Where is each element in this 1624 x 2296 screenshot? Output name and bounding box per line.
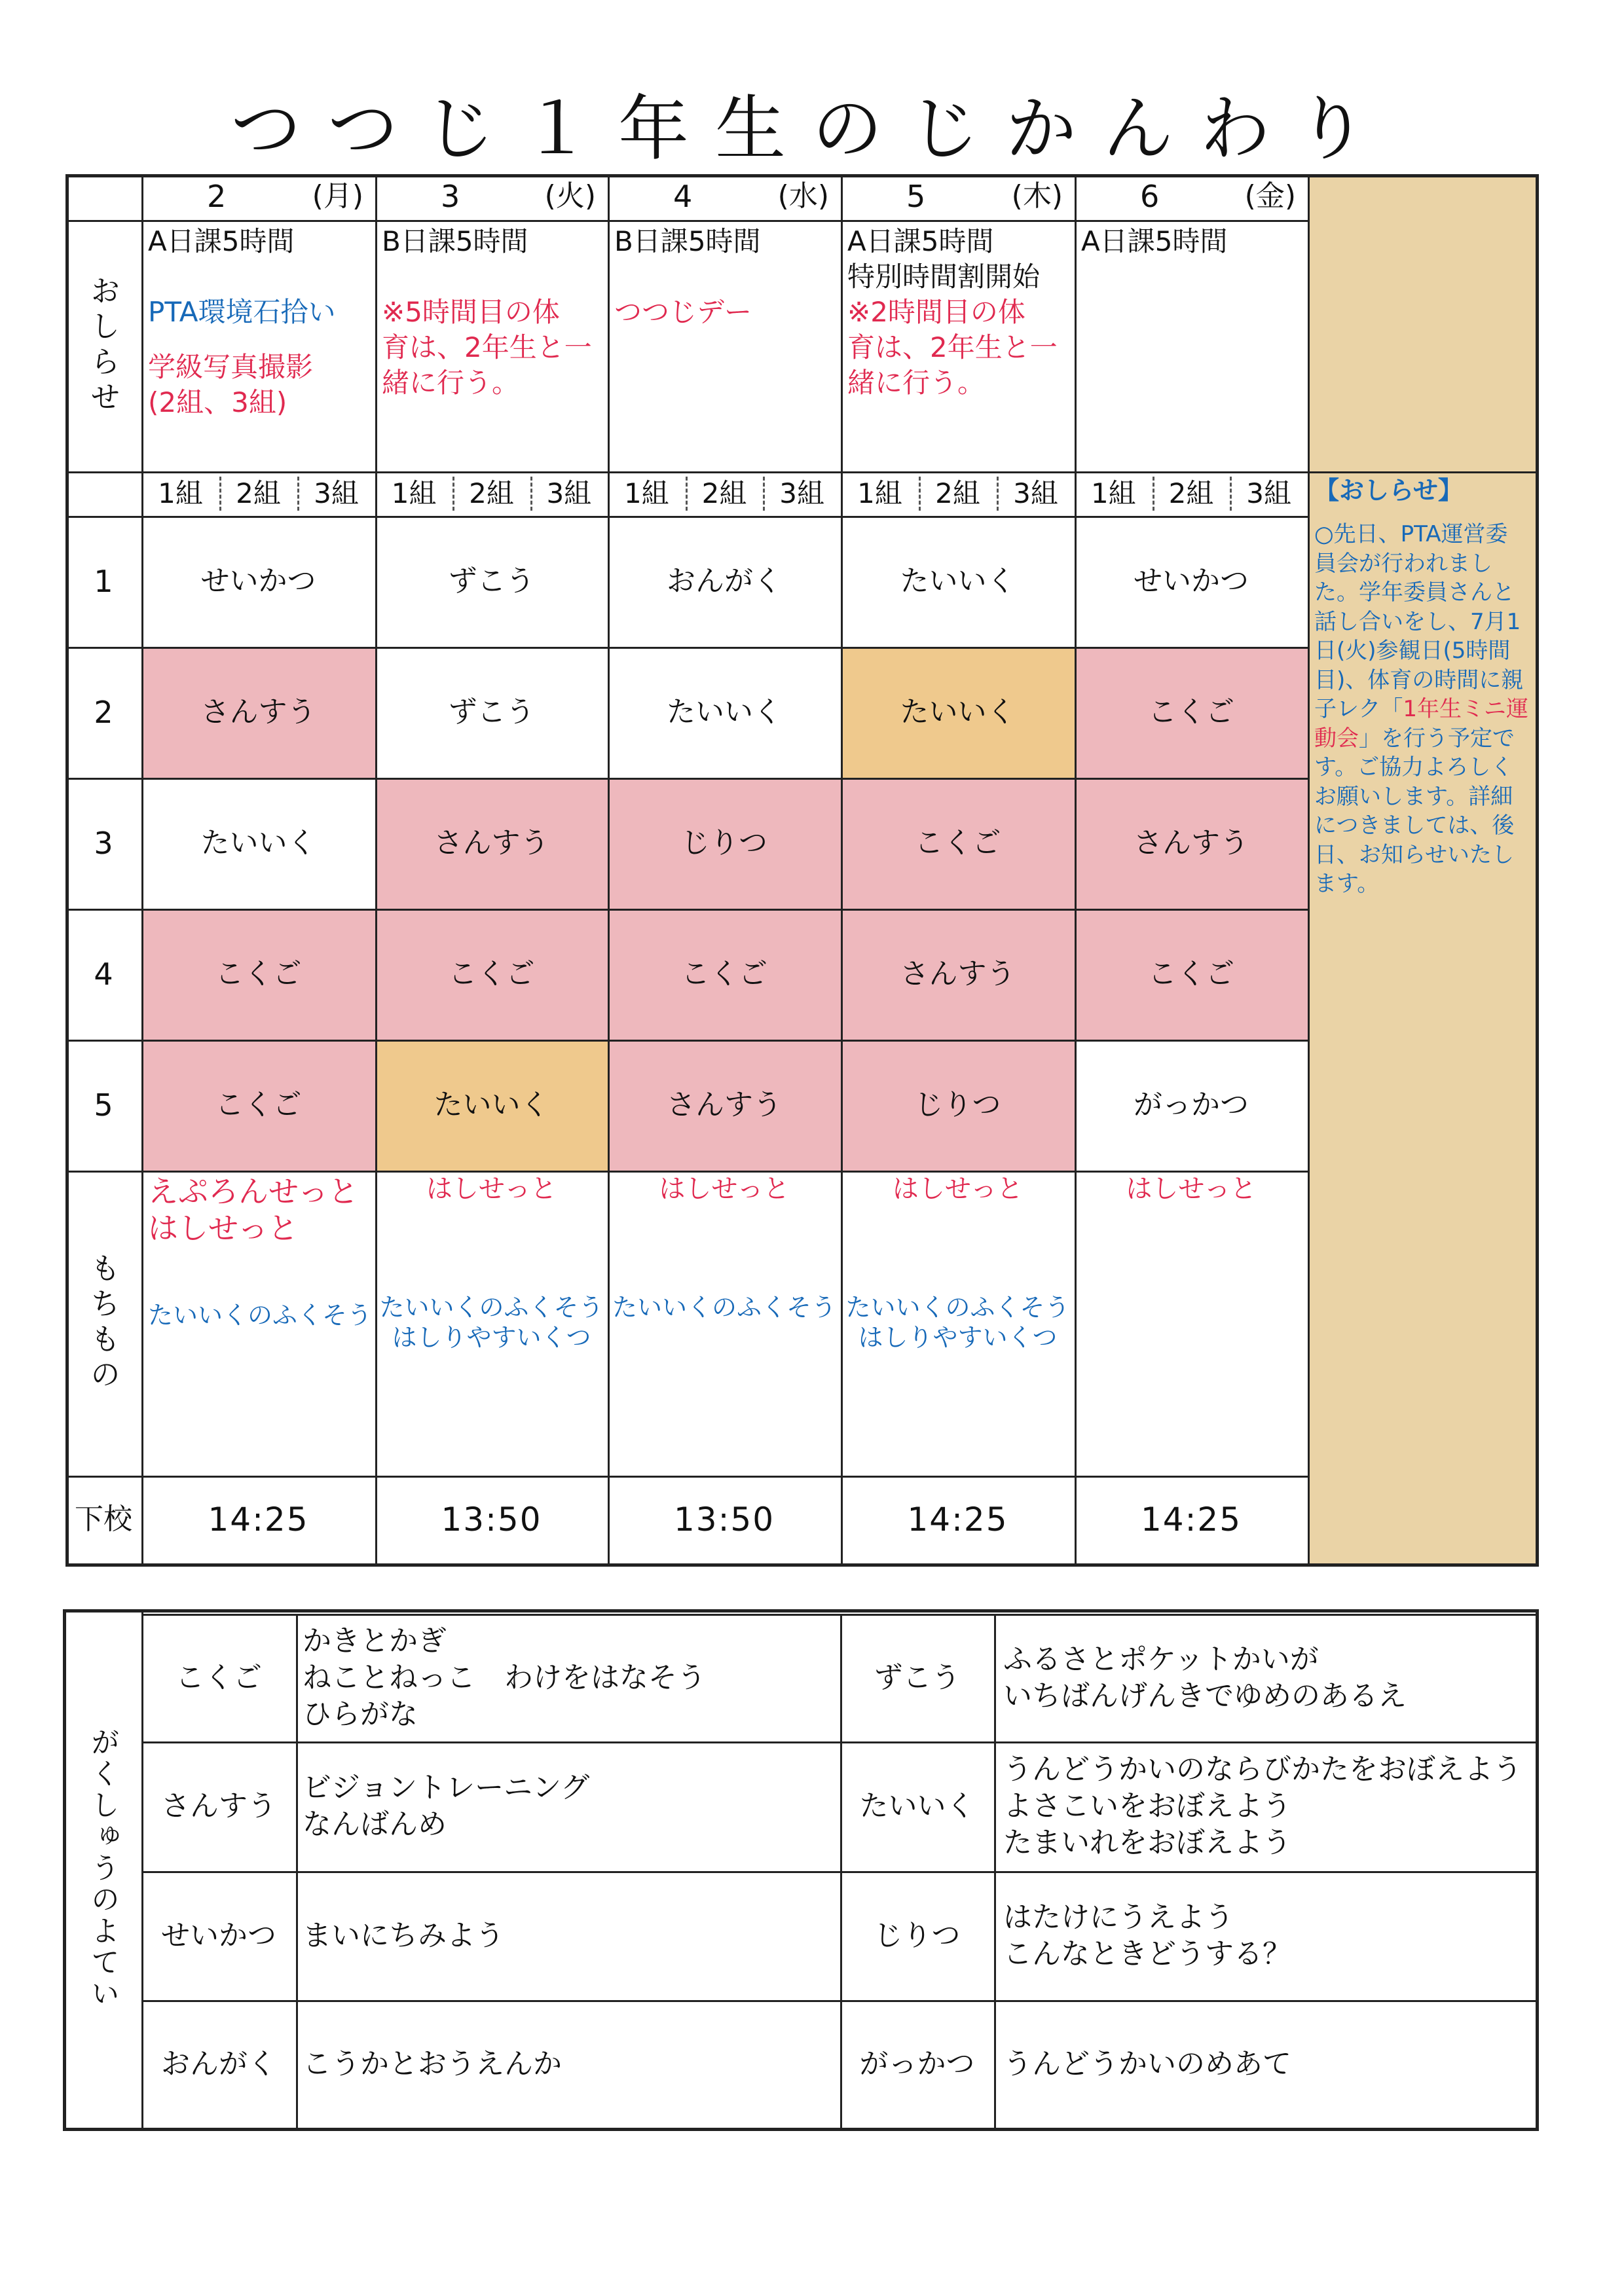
class-label bbox=[530, 471, 608, 516]
grid-line bbox=[65, 909, 1308, 911]
dismissal-time bbox=[1075, 1476, 1308, 1563]
day-header bbox=[841, 174, 1075, 220]
subject-content bbox=[296, 2000, 840, 2128]
subject-label: たいいく bbox=[900, 564, 1016, 598]
class-divider bbox=[919, 477, 921, 511]
period-cell bbox=[1075, 516, 1308, 647]
period-cell bbox=[375, 909, 608, 1040]
period-cell bbox=[608, 778, 841, 909]
class-name: 1組 bbox=[158, 477, 203, 509]
class-name: 1組 bbox=[857, 477, 902, 509]
subject-content-text: はたけにうえよう こんなときどうする？ bbox=[1003, 1900, 1291, 1971]
subject-label: たいいく bbox=[900, 695, 1016, 729]
item-blue: たいいくのふくそう bbox=[148, 1301, 373, 1330]
subject-label: がっかつ bbox=[1134, 1088, 1249, 1121]
motimono-cell bbox=[841, 1171, 1075, 1476]
notice-item: ※2時間目の体 育は、2年生と一 緒に行う。 bbox=[847, 296, 1058, 399]
item-red: はしせっと bbox=[659, 1174, 790, 1204]
subject-label: せいかつ bbox=[200, 564, 316, 598]
period-cell bbox=[608, 647, 841, 778]
page-title: つつじ１年生のじかんわり bbox=[230, 88, 1393, 170]
subject-content bbox=[994, 1741, 1539, 1871]
grid-line bbox=[65, 220, 1308, 222]
period-cell bbox=[841, 1040, 1075, 1171]
day-notice bbox=[375, 220, 608, 471]
period-cell bbox=[841, 909, 1075, 1040]
day-of-week: (火) bbox=[544, 179, 596, 213]
item-red: はしせっと bbox=[1126, 1174, 1257, 1204]
grid-line bbox=[63, 2128, 1539, 2131]
period-cell bbox=[375, 778, 608, 909]
class-name: 2組 bbox=[1168, 477, 1214, 509]
class-name: 2組 bbox=[701, 477, 747, 509]
period-label: 3 bbox=[94, 826, 113, 861]
class-label bbox=[452, 471, 530, 516]
class-label bbox=[1153, 471, 1230, 516]
subject-label: じりつ bbox=[681, 826, 767, 860]
day-notice bbox=[141, 220, 375, 471]
class-divider bbox=[1153, 477, 1154, 511]
period-cell bbox=[608, 516, 841, 647]
subject-content bbox=[296, 1614, 840, 1741]
day-of-week: (木) bbox=[1011, 179, 1063, 213]
grid-line bbox=[840, 1614, 842, 2128]
subject-name bbox=[141, 2000, 296, 2128]
subject-label: たいいく bbox=[200, 826, 316, 860]
day-notice bbox=[1075, 220, 1308, 471]
subject-label: さんすう bbox=[667, 1088, 782, 1121]
item-blue: たいいくのふくそう はしりやすいくつ bbox=[379, 1293, 604, 1352]
grid-line bbox=[65, 174, 1539, 177]
subject-label: せいかつ bbox=[1134, 564, 1249, 598]
class-divider bbox=[219, 477, 221, 511]
period-cell bbox=[141, 647, 375, 778]
subject-label: さんすう bbox=[900, 957, 1016, 991]
subject-label: ずこう bbox=[448, 695, 535, 729]
grid-line bbox=[141, 1609, 143, 2128]
subject-content bbox=[994, 1614, 1539, 1741]
subject-label: おんがく bbox=[667, 564, 782, 598]
day-of-week: (水) bbox=[777, 179, 829, 213]
motimono-label bbox=[65, 1171, 141, 1476]
day-number: 4 bbox=[673, 179, 693, 214]
period-cell bbox=[141, 516, 375, 647]
dismissal-time bbox=[608, 1476, 841, 1563]
class-label bbox=[608, 471, 686, 516]
subject-content-text: こうかとおうえんか bbox=[303, 2047, 562, 2081]
class-label bbox=[686, 471, 764, 516]
notice-item: 学級写真撮影 (2組、3組) bbox=[148, 351, 314, 418]
period-cell bbox=[375, 516, 608, 647]
day-number: 3 bbox=[441, 179, 460, 214]
class-name: 2組 bbox=[469, 477, 514, 509]
period-number bbox=[65, 516, 141, 647]
grid-line bbox=[65, 647, 1308, 649]
period-cell bbox=[841, 778, 1075, 909]
class-divider bbox=[997, 477, 999, 511]
period-number bbox=[65, 909, 141, 1040]
notice-item: PTA環境石拾い bbox=[148, 296, 336, 328]
motimono-cell bbox=[608, 1171, 841, 1476]
gekou-label bbox=[65, 1476, 141, 1563]
period-cell bbox=[141, 1040, 375, 1171]
grid-line bbox=[65, 516, 1308, 518]
grid-line bbox=[65, 1476, 1308, 1478]
time-text: 13:50 bbox=[441, 1501, 542, 1539]
period-number bbox=[65, 647, 141, 778]
notice-highlight: 1年生ミニ運動会 bbox=[1314, 696, 1528, 752]
subject-label: たいいく bbox=[667, 695, 782, 729]
class-label bbox=[1230, 471, 1308, 516]
grid-line bbox=[608, 174, 610, 1563]
period-cell bbox=[141, 778, 375, 909]
item-red: はしせっと bbox=[892, 1174, 1024, 1204]
class-divider bbox=[530, 477, 532, 511]
class-divider bbox=[1230, 477, 1232, 511]
class-name: 3組 bbox=[1013, 477, 1058, 509]
subject-content-text: うんどうかいのめあて bbox=[1003, 2047, 1291, 2081]
class-name: 2組 bbox=[935, 477, 980, 509]
grid-line bbox=[63, 1609, 1539, 1613]
subject-label: じりつ bbox=[914, 1088, 1001, 1121]
subject-content-text: まいにちみよう bbox=[303, 1918, 504, 1952]
period-label: 1 bbox=[94, 564, 113, 599]
subject-content-text: うんどうかいのならびかたをおぼえよう よさこいをおぼえよう たまいれをおぼえよう bbox=[1003, 1753, 1522, 1859]
subject-content-text: ビジョントレーニング なんばんめ bbox=[303, 1771, 590, 1841]
period-cell bbox=[375, 1040, 608, 1171]
period-cell bbox=[608, 1040, 841, 1171]
class-name: 3組 bbox=[1246, 477, 1292, 509]
subject-name-text: がっかつ bbox=[859, 2047, 975, 2081]
subject-name bbox=[840, 1871, 994, 2000]
side-notice bbox=[1314, 474, 1530, 945]
subject-name-text: こくご bbox=[175, 1660, 262, 1694]
grid-line bbox=[65, 1563, 1539, 1567]
class-divider bbox=[686, 477, 688, 511]
day-number: 5 bbox=[906, 179, 926, 214]
vertical-label: がくしゅうのよてい bbox=[86, 1727, 119, 2010]
class-label bbox=[1075, 471, 1153, 516]
dismissal-time bbox=[375, 1476, 608, 1563]
notice-text: ○先日、PTA運営委員会が行われました。学年委員さんと話し合いをし、7月1日(火)参観日(5時間目)、体育の時間に親子レク「 bbox=[1314, 521, 1524, 722]
schedule-type: A日課5時間 bbox=[148, 225, 295, 257]
period-number bbox=[65, 1040, 141, 1171]
subject-content bbox=[994, 1871, 1539, 2000]
day-number: 2 bbox=[207, 179, 227, 214]
grid-line bbox=[141, 174, 143, 1563]
schedule-type: B日課5時間 bbox=[382, 225, 528, 257]
schedule-type: B日課5時間 bbox=[614, 225, 761, 257]
grid-line bbox=[63, 1609, 66, 2128]
grid-line bbox=[65, 778, 1308, 780]
subject-name-text: さんすう bbox=[161, 1789, 276, 1823]
side-notice-body bbox=[1314, 520, 1530, 899]
period-label: 4 bbox=[94, 957, 113, 992]
period-cell bbox=[141, 909, 375, 1040]
time-text: 14:25 bbox=[1140, 1501, 1242, 1539]
subject-label: こくご bbox=[1148, 695, 1234, 729]
item-red: はしせっと bbox=[426, 1174, 557, 1204]
grid-line bbox=[994, 1614, 996, 2128]
class-name: 3組 bbox=[546, 477, 592, 509]
notice-item: ※5時間目の体 育は、2年生と一 緒に行う。 bbox=[382, 296, 592, 399]
subject-name bbox=[141, 1741, 296, 1871]
subject-name-text: じりつ bbox=[874, 1918, 961, 1952]
class-divider bbox=[297, 477, 299, 511]
class-divider bbox=[763, 477, 765, 511]
subject-label: さんすう bbox=[200, 695, 316, 729]
subject-name-text: せいかつ bbox=[161, 1918, 276, 1952]
subject-name bbox=[141, 1614, 296, 1741]
gakushu-label bbox=[63, 1609, 141, 2128]
dismissal-time bbox=[841, 1476, 1075, 1563]
time-text: 14:25 bbox=[907, 1501, 1008, 1539]
day-number: 6 bbox=[1140, 179, 1160, 214]
class-name: 3組 bbox=[779, 477, 825, 509]
period-cell bbox=[1075, 909, 1308, 1040]
class-label bbox=[219, 471, 297, 516]
subject-content-text: かきとかぎ ねことねっこ わけをはなそう ひらがな bbox=[303, 1624, 706, 1731]
subject-name-text: おんがく bbox=[161, 2047, 276, 2081]
motimono-cell bbox=[375, 1171, 608, 1476]
class-label bbox=[997, 471, 1075, 516]
grid-line bbox=[1308, 174, 1310, 1563]
side-notice-heading: 【おしらせ】 bbox=[1314, 476, 1463, 505]
class-divider bbox=[452, 477, 454, 511]
day-header bbox=[608, 174, 841, 220]
day-header bbox=[1075, 174, 1308, 220]
subject-label: こくご bbox=[215, 957, 302, 991]
subject-label: さんすう bbox=[1134, 826, 1249, 860]
period-cell bbox=[1075, 647, 1308, 778]
subject-label: こくご bbox=[681, 957, 767, 991]
dismissal-time bbox=[141, 1476, 375, 1563]
gekou-text: 下校 bbox=[75, 1503, 132, 1536]
subject-label: ずこう bbox=[448, 564, 535, 598]
subject-content bbox=[296, 1871, 840, 2000]
subject-label: さんすう bbox=[434, 826, 549, 860]
subject-label: こくご bbox=[448, 957, 535, 991]
subject-content-text: ふるさとポケットかいが いちばんげんきでゆめのあるえ bbox=[1003, 1642, 1407, 1713]
day-header bbox=[141, 174, 375, 220]
grid-line bbox=[65, 1040, 1308, 1042]
period-cell bbox=[608, 909, 841, 1040]
schedule-type: A日課5時間 特別時間割開始 bbox=[847, 225, 1041, 293]
class-label bbox=[141, 471, 219, 516]
subject-name bbox=[840, 1614, 994, 1741]
period-label: 2 bbox=[94, 695, 113, 730]
subject-label: こくご bbox=[1148, 957, 1234, 991]
item-blue: たいいくのふくそう はしりやすいくつ bbox=[845, 1293, 1070, 1352]
period-number bbox=[65, 778, 141, 909]
class-label bbox=[841, 471, 919, 516]
class-name: 2組 bbox=[236, 477, 281, 509]
subject-content bbox=[296, 1741, 840, 1871]
grid-line bbox=[296, 1614, 298, 2128]
day-notice bbox=[608, 220, 841, 471]
grid-line bbox=[1075, 174, 1077, 1563]
subject-name bbox=[141, 1871, 296, 2000]
period-cell bbox=[841, 516, 1075, 647]
time-text: 14:25 bbox=[208, 1501, 309, 1539]
subject-name bbox=[840, 1741, 994, 1871]
grid-line bbox=[65, 1171, 1308, 1173]
time-text: 13:50 bbox=[673, 1501, 775, 1539]
period-cell bbox=[375, 647, 608, 778]
grid-line bbox=[1536, 174, 1539, 1567]
vertical-label: もちもの bbox=[86, 1252, 121, 1394]
subject-content bbox=[994, 2000, 1539, 2128]
item-blue: たいいくのふくそう bbox=[612, 1293, 836, 1322]
oshirase-label bbox=[65, 220, 141, 471]
motimono-cell bbox=[141, 1171, 375, 1476]
day-header bbox=[375, 174, 608, 220]
subject-label: こくご bbox=[914, 826, 1001, 860]
item-red: えぷろんせっと はしせっと bbox=[148, 1174, 359, 1246]
day-notice bbox=[841, 220, 1075, 471]
schedule-type: A日課5時間 bbox=[1081, 225, 1228, 257]
period-cell bbox=[841, 647, 1075, 778]
grid-line bbox=[1308, 471, 1539, 473]
period-label: 5 bbox=[94, 1087, 113, 1123]
subject-label: こくご bbox=[215, 1088, 302, 1121]
class-name: 1組 bbox=[1090, 477, 1136, 509]
class-label bbox=[297, 471, 375, 516]
grid-line bbox=[65, 174, 69, 1563]
grid-line bbox=[1536, 1609, 1539, 2131]
class-label bbox=[375, 471, 452, 516]
subject-name-text: たいいく bbox=[859, 1789, 975, 1823]
subject-name bbox=[840, 2000, 994, 2128]
notice-item: つつじデー bbox=[614, 296, 752, 328]
motimono-cell bbox=[1075, 1171, 1308, 1476]
day-of-week: (月) bbox=[312, 179, 363, 213]
subject-name-text: ずこう bbox=[874, 1660, 961, 1694]
class-label bbox=[763, 471, 841, 516]
subject-label: たいいく bbox=[434, 1088, 549, 1121]
class-name: 1組 bbox=[391, 477, 437, 509]
period-cell bbox=[1075, 778, 1308, 909]
class-label bbox=[919, 471, 997, 516]
grid-line bbox=[65, 471, 1308, 473]
vertical-label: おしらせ bbox=[86, 275, 121, 416]
day-of-week: (金) bbox=[1244, 179, 1296, 213]
grid-line bbox=[375, 174, 377, 1563]
notice-text: 」を行う予定です。ご協力よろしくお願いします。詳細につきましては、後日、お知らせいたします。 bbox=[1314, 725, 1515, 897]
period-cell bbox=[1075, 1040, 1308, 1171]
class-name: 1組 bbox=[623, 477, 669, 509]
class-name: 3組 bbox=[314, 477, 359, 509]
grid-line bbox=[841, 174, 843, 1563]
